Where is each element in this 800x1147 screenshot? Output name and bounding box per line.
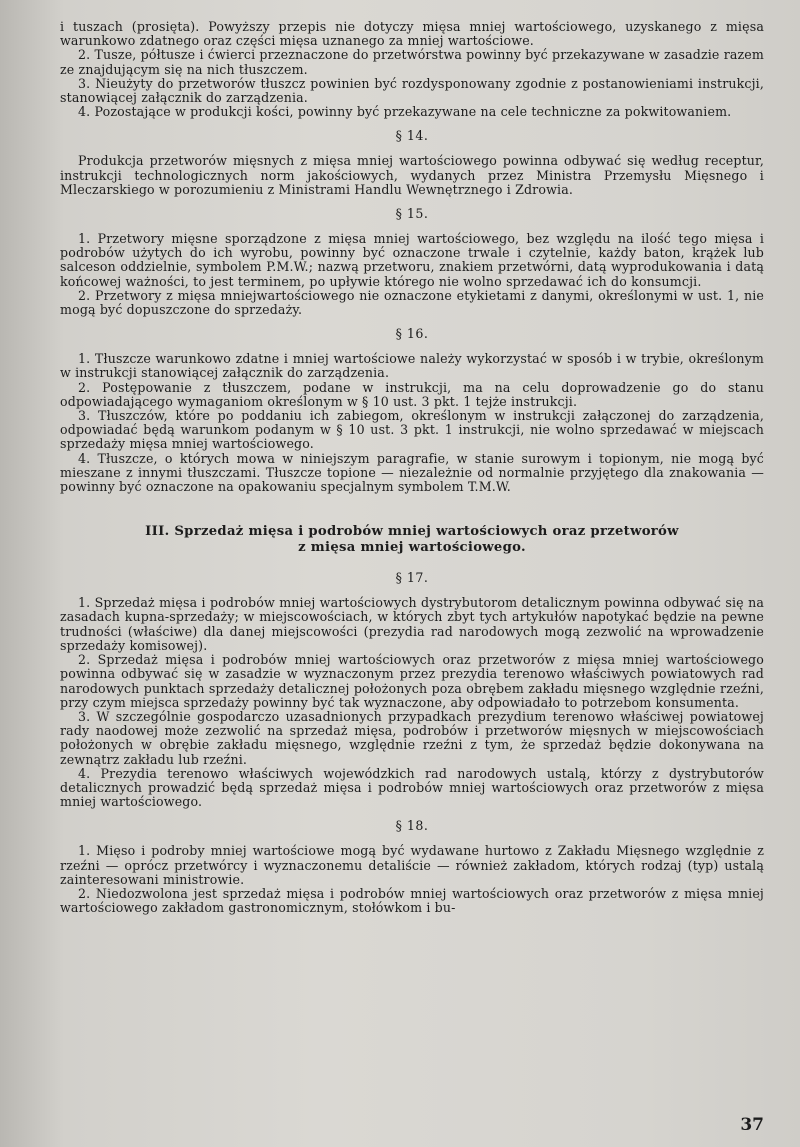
chapter-title-line-1: III. Sprzedaż mięsa i podrobów mniej wartościowych oraz przetworów <box>145 524 679 540</box>
section-16 <box>60 352 764 494</box>
paragraph: 1. Sprzedaż mięsa i podrobów mniej wartościowych dystrybutorom detalicznym powinna odbywać się na zasadach kupna-sprzedaży; w miejscowościach, w których zbyt tych artykułów napotykać będzie na pewne trudności (właściwe) dla danej miejscowości (prezydia rad narodowych mogą zezwolić na wprowadzenie sprzedaży komisowej). <box>60 595 764 653</box>
section-15 <box>60 232 764 317</box>
paragraph: 1. Tłuszcze warunkowo zdatne i mniej wartościowe należy wykorzystać w sposób i w trybie, określonym w instrukcji stanowiącej załącznik do zarządzenia. <box>60 351 764 381</box>
paragraph: 1. Mięso i podroby mniej wartościowe mogą być wydawane hurtowo z Zakładu Mięsnego względnie z rzeźni — oprócz przetwórcy i wyznaczonemu detaliście — również zakładom, których rodzaj (typ) ustalą zainteresowani ministrowie. <box>60 843 764 887</box>
paragraph: 2. Przetwory z mięsa mniejwartościowego nie oznaczone etykietami z danymi, określonymi w ust. 1, nie mogą być dopuszczone do sprzedaży. <box>60 287 764 318</box>
section-18 <box>60 844 764 915</box>
section-heading-15: § 15. <box>395 206 429 222</box>
section-17 <box>60 596 764 809</box>
paragraph: 3. Nieużyty do przetworów tłuszcz powinien być rozdysponowany zgodnie z postanowieniami instrukcji, stanowiącej załącznik do zarządzenia. <box>60 75 764 106</box>
paragraph: 3. Tłuszczów, które po poddaniu ich zabiegom, określonym w instrukcji załączonej do zarządzenia, odpowiadać będą warunkom podanym w § 10 ust. 3 pkt. 1 instrukcji, nie wolno sprzedawać w miejscach sprzedaży mięsa mniej wartościowego. <box>60 408 764 452</box>
paragraph: 4. Pozostające w produkcji kości, powinny być przekazywane na cele techniczne za pokwitowaniem. <box>78 104 732 120</box>
paragraph: 3. W szczególnie gospodarczo uzasadnionych przypadkach prezydium terenowo właściwej powiatowej rady naodowej może zezwolić na sprzedaż mięsa, podrobów i przetworów mięsnych w miejscowościach położonych w obrębie zakładu mięsnego, względnie rzeźni z tym, że sprzedaż będzie dokonywana na zewnątrz zakładu lub rzeźni. <box>60 708 764 767</box>
chapter-title-line-2: z mięsa mniej wartościowego. <box>298 540 526 556</box>
paragraph: 1. Przetwory mięsne sporządzone z mięsa mniej wartościowego, bez względu na ilość tego mięsa i podrobów użytych do ich wyrobu, powinny być oznaczone trwale i czytelnie, każdy baton, krążek lub salceson oddzielnie, symbolem P.M.W.; nazwą przetworu, znakiem przetwórni, datą wyprodukowania i datą końcowej ważności, to jest terminem, po upływie którego nie wolno sprzedawać ich do konsumcji. <box>60 231 764 289</box>
section-heading-17: § 17. <box>395 570 429 586</box>
paragraph: i tuszach (prosięta). Powyższy przepis nie dotyczy mięsa mniej wartościowego, uzyskanego z mięsa warunkowo zdatnego oraz części mięsa uznanego za mniej wartościowe. <box>60 19 764 49</box>
section-heading-14: § 14. <box>395 128 429 144</box>
page-number: 37 <box>740 1115 764 1135</box>
section-14 <box>60 154 764 197</box>
section-heading-18: § 18. <box>395 818 429 834</box>
paragraph: 2. Tusze, półtusze i ćwierci przeznaczone do przetwórstwa powinny być przekazywane w zasadzie razem ze znajdującym się na nich tłuszczem. <box>60 47 764 77</box>
paragraph: 2. Sprzedaż mięsa i podrobów mniej wartościowych oraz przetworów z mięsa mniej wartościowego powinna odbywać się w zasadzie w wyznaczonym przez prezydia terenowo właściwych powiatowych rad narodowych punktach sprzedaży detalicznej położonych poza obrębem zakładu mięsnego względnie rzeźni, przy czym miejsca sprzedaży powinny być tak wyznaczone, aby odpowiadało to potrzebom konsumenta. <box>60 652 764 710</box>
top-continuation <box>60 20 764 119</box>
paragraph: 2. Postępowanie z tłuszczem, podane w instrukcji, ma na celu doprowadzenie go do stanu odpowiadającego wymaganiom określonym w § 10 ust. 3 pkt. 1 tejże instrukcji. <box>60 379 764 409</box>
section-heading-16: § 16. <box>395 326 429 342</box>
paragraph: 4. Tłuszcze, o których mowa w niniejszym paragrafie, w stanie surowym i topionym, nie mogą być mieszane z innymi tłuszczami. Tłuszcze topione — niezależnie od normalnie przyjętego dla znakowania — powinny być oznaczone na opakowaniu specjalnym symbolem T.M.W. <box>60 450 764 495</box>
paragraph: 4. Prezydia terenowo właściwych wojewódzkich rad narodowych ustalą, którzy z dystrybutorów detalicznych prowadzić będą sprzedaż mięsa i podrobów mniej wartościowych oraz przetworów z mięsa mniej wartościowego. <box>60 765 764 810</box>
chapter-title <box>90 524 734 556</box>
paragraph: 2. Niedozwolona jest sprzedaż mięsa i podrobów mniej wartościowych oraz przetworów z mięsa mniej wartościowego zakładom gastronomicznym, stołówkom i bu- <box>60 885 764 916</box>
paragraph: Produkcja przetworów mięsnych z mięsa mniej wartościowego powinna odbywać się według receptur, instrukcji technologicznych norm jakościowych, wydanych przez Ministra Przemysłu Mięsnego i Mleczarskiego w porozumieniu z Ministrami Handlu Wewnętrznego i Zdrowia. <box>60 153 764 197</box>
